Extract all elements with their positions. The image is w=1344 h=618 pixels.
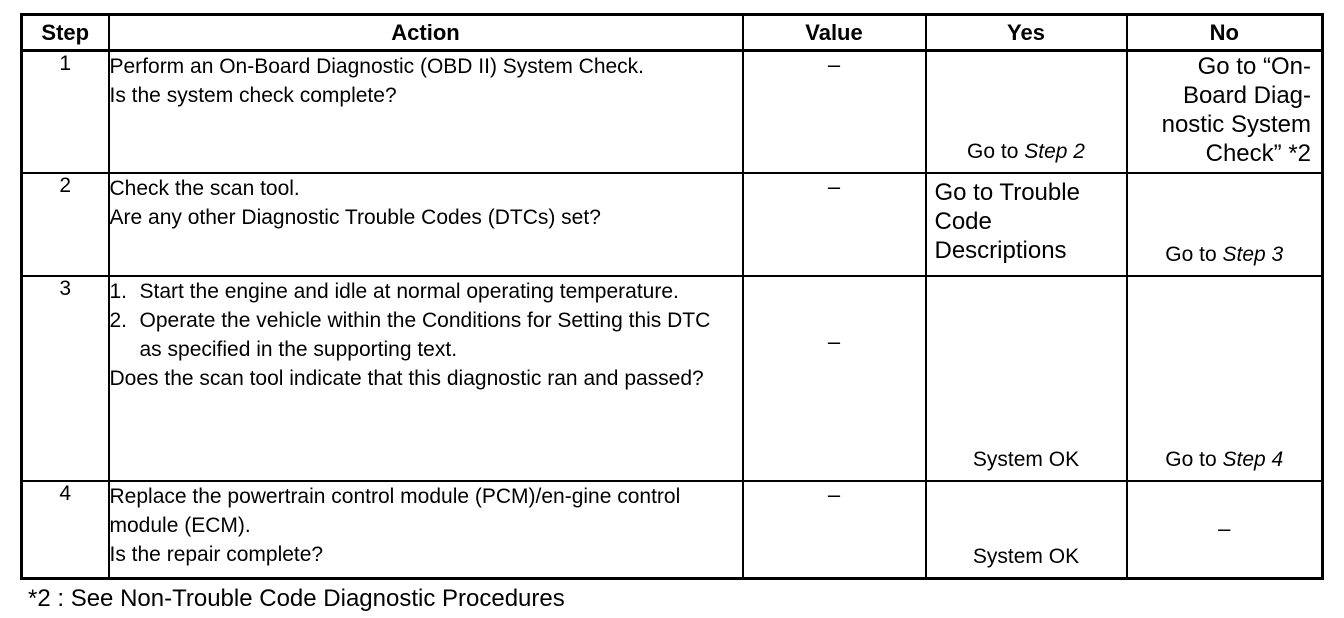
- yes-result: System OK: [972, 544, 1080, 568]
- no-prefix: Go to: [1165, 448, 1223, 471]
- value-cell: –: [743, 51, 926, 174]
- action-text: Check the scan tool.: [109, 177, 300, 200]
- action-cell: [109, 276, 743, 481]
- no-cell: [1127, 481, 1323, 578]
- header-row: [22, 15, 1323, 51]
- yes-step-link: Step 2: [1024, 140, 1085, 163]
- footnote: *2 : See Non-Trouble Code Diagnostic Procedures: [28, 585, 565, 612]
- yes-cell: [926, 51, 1127, 174]
- header-value: Value: [743, 15, 926, 51]
- yes-result: [927, 140, 1126, 164]
- table-row: [22, 276, 1323, 481]
- action-question: Does the scan tool indicate that this diagnostic ran and passed?: [109, 367, 704, 390]
- table-row: [22, 481, 1323, 578]
- no-line: Go to “On-: [1197, 53, 1311, 80]
- value-cell: –: [743, 173, 926, 276]
- no-line: Check” *2: [1205, 140, 1311, 167]
- yes-result: [927, 174, 1126, 265]
- list-text: Start the engine and idle at normal operating temperature.: [139, 280, 679, 303]
- no-cell: [1127, 276, 1323, 481]
- no-line: nostic System: [1161, 111, 1311, 138]
- no-result: [1128, 52, 1322, 172]
- no-step-link: Step 3: [1222, 243, 1284, 266]
- list-number: 1.: [109, 280, 128, 303]
- no-prefix: Go to: [1165, 243, 1223, 266]
- header-yes: Yes: [926, 15, 1127, 51]
- header-step: Step: [22, 15, 109, 51]
- action-question: Are any other Diagnostic Trouble Codes (DTCs) set?: [109, 206, 601, 229]
- list-item: [110, 277, 742, 306]
- step-number: 3: [22, 276, 109, 481]
- yes-prefix: Go to: [967, 140, 1025, 163]
- yes-result: System OK: [972, 448, 1080, 471]
- list-text: Operate the vehicle within the Conditions for Setting this DTC as specified in the supporting text.: [139, 309, 711, 361]
- header-action: Action: [109, 15, 743, 51]
- list-item: [110, 306, 742, 364]
- yes-cell: [926, 481, 1127, 578]
- no-result: [1128, 243, 1322, 267]
- action-cell: [109, 51, 743, 174]
- table-row: [22, 173, 1323, 276]
- action-question: Is the system check complete?: [109, 84, 397, 107]
- no-cell: [1127, 173, 1323, 276]
- no-cell: [1127, 51, 1323, 174]
- yes-line: Go to Trouble: [934, 179, 1080, 206]
- step-number: 2: [22, 173, 109, 276]
- no-result: [1128, 448, 1322, 472]
- no-result: –: [1218, 516, 1231, 542]
- yes-line: Descriptions: [934, 237, 1067, 264]
- yes-cell: [926, 173, 1127, 276]
- no-line: Board Diag-: [1182, 82, 1311, 109]
- action-cell: [109, 173, 743, 276]
- action-question: Is the repair complete?: [109, 543, 324, 566]
- action-cell: [109, 481, 743, 578]
- value-cell: [743, 276, 926, 481]
- value-cell: –: [743, 481, 926, 578]
- action-text: Perform an On-Board Diagnostic (OBD II) System Check.: [109, 55, 645, 78]
- header-no: No: [1127, 15, 1323, 51]
- action-text: Replace the powertrain control module (PCM)/en-gine control module (ECM).: [109, 485, 681, 537]
- value-text: –: [827, 329, 841, 354]
- list-number: 2.: [109, 309, 128, 332]
- step-number: 4: [22, 481, 109, 578]
- diagnostic-table: [20, 13, 1324, 580]
- no-step-link: Step 4: [1222, 448, 1284, 471]
- step-number: 1: [22, 51, 109, 174]
- yes-line: Code: [934, 208, 992, 235]
- table-row: [22, 51, 1323, 174]
- action-steps-list: [110, 277, 742, 364]
- yes-cell: [926, 276, 1127, 481]
